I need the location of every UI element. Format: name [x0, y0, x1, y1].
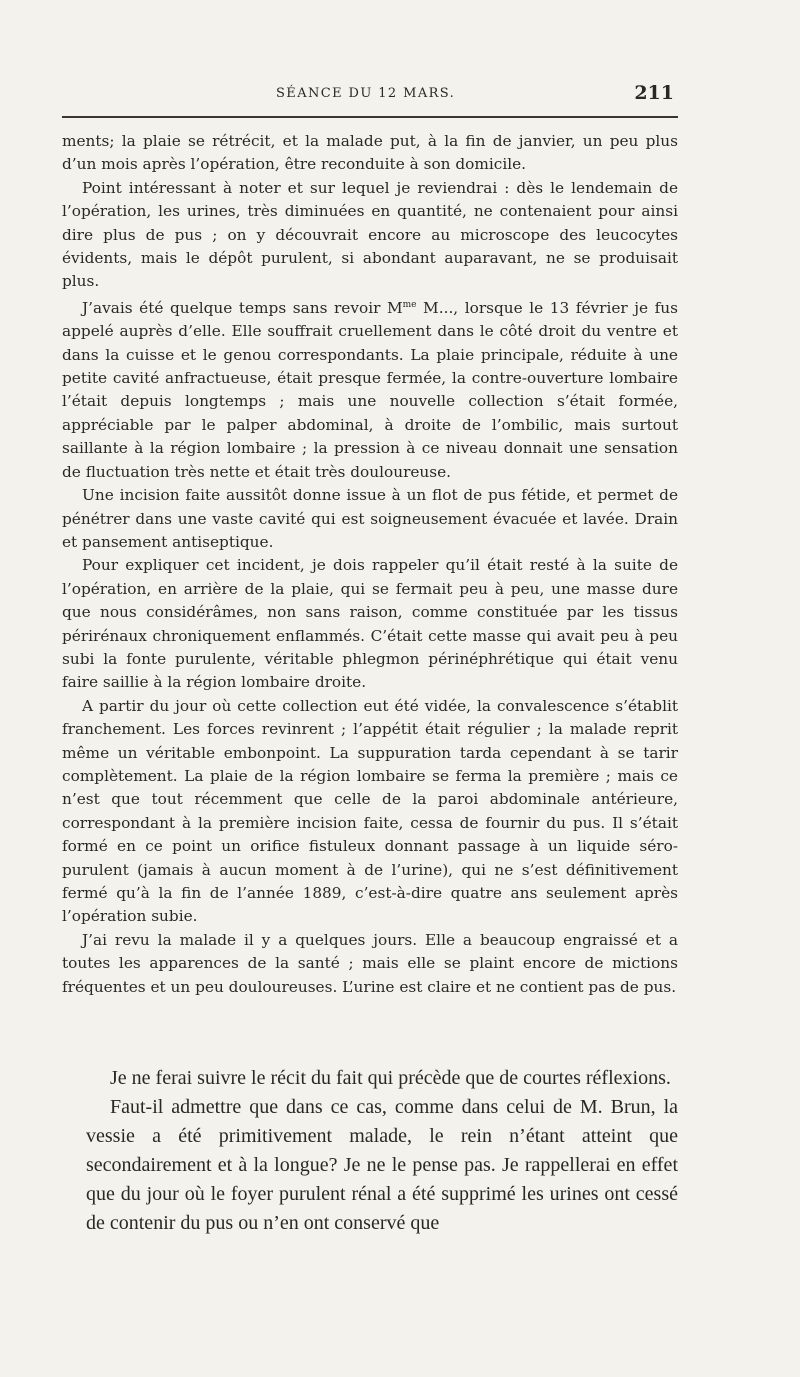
paragraph-continuation: ments; la plaie se rétrécit, et la malade put, à la fin de janvier, un peu plus d’un mois après l’opération, être reconduite à son domicile.	[62, 132, 678, 174]
case-report-text	[62, 130, 678, 999]
paragraph-new-collection	[62, 294, 678, 484]
running-head	[62, 82, 678, 108]
paragraph-recent-visit: J’ai revu la malade il y a quelques jours. Elle a beaucoup engraissé et a toutes les apparences de la santé ; mais elle se plaint encore de mictions fréquentes et un peu douloureuses. L’urine est claire et ne contient pas de pus.	[62, 930, 678, 996]
madame-abbr-sup: me	[402, 299, 417, 310]
paragraph-reflections-intro: Je ne ferai suivre le récit du fait qui précède que de courtes réflexions.	[110, 1067, 671, 1089]
paragraph-incision: Une incision faite aussitôt donne issue à un flot de pus fétide, et permet de pénétrer dans une vaste cavité qui est soigneusement évacuée et lavée. Drain et pansement antiseptique.	[62, 486, 678, 551]
text-before-abbr: J’avais été quelque temps sans revoir M	[82, 298, 403, 317]
page-number: 211	[634, 82, 674, 104]
reflections-text	[86, 1064, 678, 1238]
paragraph-convalescence: A partir du jour où cette collection eut été vidée, la convalescence s’établit franchement. Les forces revinrent ; l’appétit était régulier ; la malade reprit même un véritable embonpoint. La suppuration tarda cependant à se tarir complètement. La plaie de la région lombaire se ferma la première ; mais ce n’est que tout récemment que celle de la paroi abdominale antérieure, correspondant à la première incision faite, cessa de fournir du pus. Il s’était formé en ce point un orifice fistuleux donnant passage à un liquide séro-purulent (jamais à aucun moment à de l’urine), qui ne s’est définitivement fermé qu’à la fin de l’année 1889, c’est-à-dire quatre ans seulement après l’opération subie.	[62, 696, 678, 926]
paragraph-reflections-body: Faut-il admettre que dans ce cas, comme dans celui de M. Brun, la vessie a été primitivement malade, le rein n’étant atteint que secondairement et à la longue? Je ne le pense pas. Je rappellerai en effet que du jour où le foyer purulent rénal a été supprimé les urines ont cessé de contenir du pus ou n’en ont conservé que	[86, 1096, 678, 1234]
header-rule	[62, 116, 678, 118]
paragraph-explanation: Pour expliquer cet incident, je dois rappeler qu’il était resté à la suite de l’opération, en arrière de la plaie, qui se fermait peu à peu, une masse dure que nous considérâmes, non sans raison, comme constituée par les tissus périrénaux chroniquement enflammés. C’était cette masse qui avait peu à peu subi la fonte purulente, véritable phlegmon périnéphrétique qui était venu faire saillie à la région lombaire droite.	[62, 556, 678, 692]
text-after-abbr: M..., lorsque le 13 février je fus appelé auprès d’elle. Elle souffrait cruellement dans le côté droit du ventre et dans la cuisse et le genou correspondants. La plaie principale, réduite à une petite cavité anfractueuse, était presque fermée, la contre-ouverture lombaire l’était depuis longtemps ; mais une nouvelle collection s’était formée, appréciable par le palper abdominal, à droite de l’ombilic, mais surtout saillante à la région lombaire ; la pression à ce niveau donnait une sensation de fluctuation très nette et était très douloureuse.	[62, 298, 678, 481]
paragraph-urine-observation: Point intéressant à noter et sur lequel je reviendrai : dès le lendemain de l’opération, les urines, très diminuées en quantité, ne contenaient pour ainsi dire plus de pus ; on y découvrait encore au microscope des leucocytes évidents, mais le dépôt purulent, si abondant auparavant, ne se produisait plus.	[62, 178, 678, 291]
running-title: SÉANCE DU 12 MARS.	[276, 86, 456, 101]
